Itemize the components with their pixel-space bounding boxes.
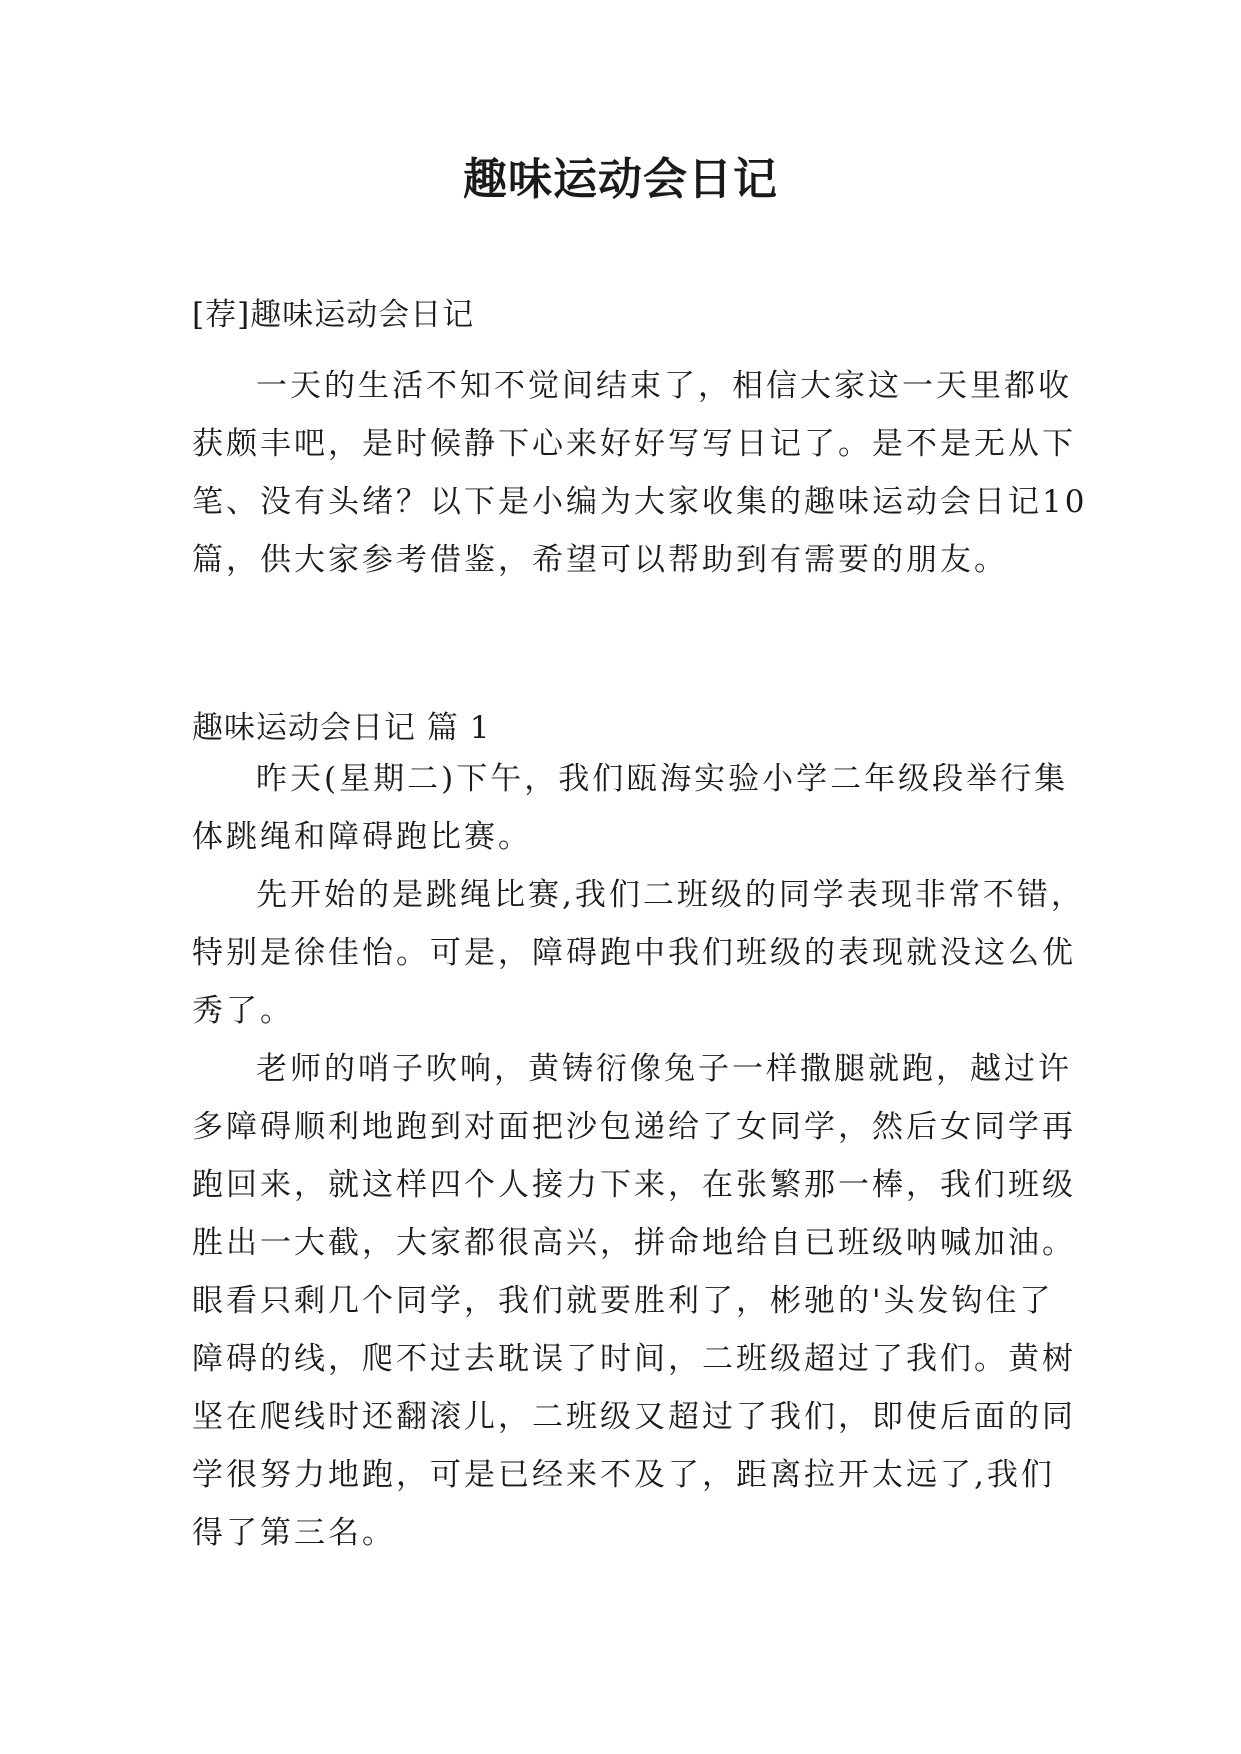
paragraph-line: 昨天(星期二)下午，我们瓯海实验小学二年级段举行集 bbox=[256, 761, 1069, 797]
paragraph-line: 秀了。 bbox=[192, 993, 294, 1029]
paragraph-line: 得了第三名。 bbox=[192, 1515, 396, 1551]
paragraph-line: 体跳绳和障碍跑比赛。 bbox=[192, 819, 532, 855]
section-heading: 趣味运动会日记 篇 1 bbox=[192, 710, 491, 746]
paragraph-line: 眼看只剩几个同学，我们就要胜利了，彬驰的'头发钩住了 bbox=[192, 1283, 1054, 1319]
paragraph-line: 坚在爬线时还翻滚儿，二班级又超过了我们，即使后面的同 bbox=[192, 1399, 1076, 1435]
intro-paragraph bbox=[192, 357, 1088, 589]
paragraph-line: 老师的哨子吹响，黄铸衍像兔子一样撒腿就跑，越过许 bbox=[256, 1051, 1072, 1087]
paragraph-line: 多障碍顺利地跑到对面把沙包递给了女同学，然后女同学再 bbox=[192, 1109, 1076, 1145]
body-paragraph-2 bbox=[192, 866, 1085, 1040]
document-subtitle: [荐]趣味运动会日记 bbox=[192, 297, 475, 333]
paragraph-line: 胜出一大截，大家都很高兴，拼命地给自已班级呐喊加油。 bbox=[192, 1225, 1076, 1261]
paragraph-line: 笔、没有头绪？以下是小编为大家收集的趣味运动会日记10 bbox=[192, 484, 1088, 520]
body-paragraph-1 bbox=[192, 750, 1069, 866]
paragraph-line: 跑回来，就这样四个人接力下来，在张繁那一棒，我们班级 bbox=[192, 1167, 1076, 1203]
paragraph-line: 篇，供大家参考借鉴，希望可以帮助到有需要的朋友。 bbox=[192, 542, 1008, 578]
paragraph-line: 先开始的是跳绳比赛,我们二班级的同学表现非常不错， bbox=[256, 877, 1085, 913]
document-title: 趣味运动会日记 bbox=[463, 154, 778, 205]
paragraph-line: 特别是徐佳怡。可是，障碍跑中我们班级的表现就没这么优 bbox=[192, 935, 1076, 971]
paragraph-line: 一天的生活不知不觉间结束了，相信大家这一天里都收 bbox=[256, 368, 1072, 404]
paragraph-line: 学很努力地跑，可是已经来不及了，距离拉开太远了,我们 bbox=[192, 1457, 1055, 1493]
paragraph-line: 获颇丰吧，是时候静下心来好好写写日记了。是不是无从下 bbox=[192, 426, 1076, 462]
body-paragraph-3 bbox=[192, 1040, 1076, 1562]
paragraph-line: 障碍的线，爬不过去耽误了时间，二班级超过了我们。黄树 bbox=[192, 1341, 1076, 1377]
